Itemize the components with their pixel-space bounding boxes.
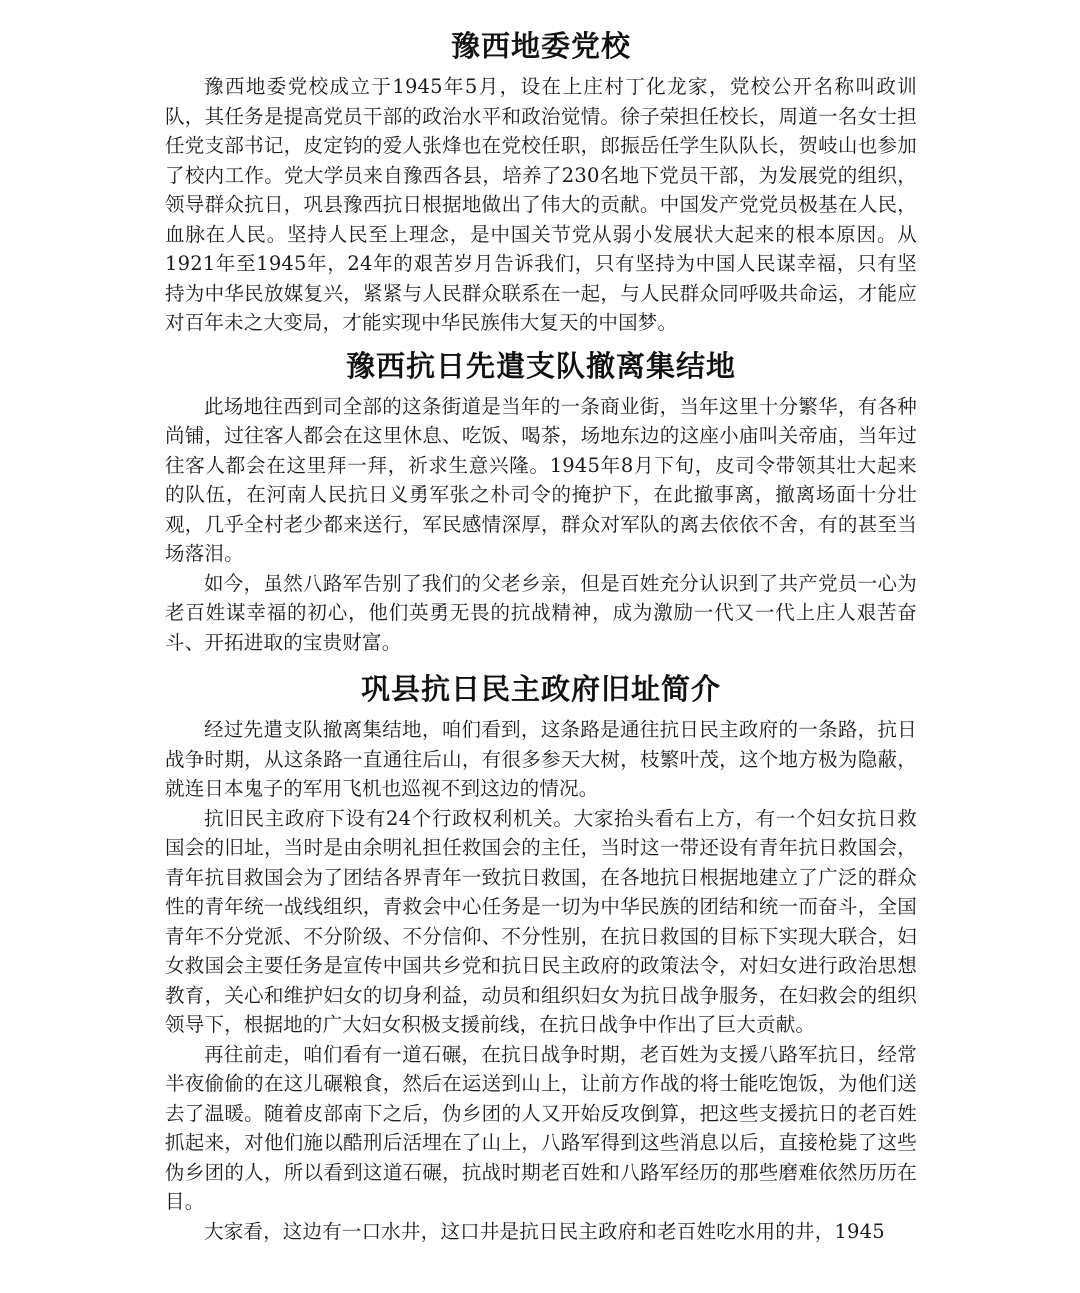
- section-title-detachment-assembly-site: 豫西抗日先遣支队撤离集结地: [345, 348, 736, 383]
- document-page: [165, 0, 917, 1246]
- detachment-paragraph-2: 如今，虽然八路军告别了我们的父老乡亲，但是百姓充分认识到了共产党员一心为老百姓谋幸福的初心，他们英勇无畏的抗战精神，成为激励一代又一代上庄人艰苦奋斗、开拓进取的宝贵财富。: [165, 571, 917, 654]
- party-school-paragraph-1: 豫西地委党校成立于1945年5月，设在上庄村丁化龙家，党校公开名称叫政训队，其任务是提高党员干部的政治水平和政治觉情。徐子荣担任校长，周道一名女士担任党支部书记，皮定钧的爱人张烽也在党校任职，郎振岳任学生队队长，贺岐山也参加了校内工作。党大学员来自豫西各县，培养了230名地下党员干部，为发展党的组织，领导群众抗日，巩县豫西抗日根据地做出了伟大的贡献。中国发产党党员极基在人民，血脉在人民。坚持人民至上理念，是中国关节党从弱小发展状大起来的根本原因。从1921年至1945年，24年的艰苦岁月告诉我们，只有坚持为中国人民谋幸福，只有坚持为中华民放媒复兴，紧紧与人民群众联系在一起，与人民群众同呼吸共命运，才能应对百年未之大变局，才能实现中华民族伟大复天的中国梦。: [165, 75, 917, 334]
- detachment-paragraph-1: 此场地往西到司全部的这条街道是当年的一条商业街，当年这里十分繁华，有各种尚铺，过往客人都会在这里休息、吃饭、喝茶，场地东边的这座小庙叫关帝庙，当年过往客人都会在这里拜一拜，祈求生意兴隆。1945年8月下旬，皮司令带领其壮大起来的队伍，在河南人民抗日义勇军张之朴司令的掩护下，在此撤事离，撤离场面十分壮观，几乎全村老少都来送行，军民感情深厚，群众对军队的离去依依不舍，有的甚至当场落泪。: [165, 394, 917, 565]
- government-paragraph-1: 经过先遣支队撤离集结地，咱们看到，这条路是通往抗日民主政府的一条路，抗日战争时期，从这条路一直通往后山，有很多参天大树，枝繁叶茂，这个地方极为隐蔽，就连日本鬼子的军用飞机也巡视不到这边的情况。: [165, 718, 917, 800]
- government-paragraph-4: 大家看，这边有一口水井，这口井是抗日民主政府和老百姓吃水用的井，1945: [204, 1219, 885, 1243]
- section-title-democratic-government-site: 巩县抗日民主政府旧址简介: [360, 672, 721, 706]
- government-paragraph-2: 抗旧民主政府下设有24个行政权利机关。大家抬头看右上方，有一个妇女抗日救国会的旧址，当时是由余明礼担任救国会的主任，当时这一带还设有青年抗日救国会，青年抗目救国会为了团结各界青年一致抗日救国，在各地抗日根据地建立了广泛的群众性的青年统一战线组织，青救会中心任务是一切为中华民族的团结和统一而奋斗，全国青年不分党派、不分阶级、不分信仰、不分性别，在抗日救国的目标下实现大联合，妇女救国会主要任务是宣传中国共乡党和抗日民主政府的政策法令，对妇女进行政治思想教育，关心和维护妇女的切身利益，动员和组织妇女为抗日战争服务，在妇救会的组织领导下，根据地的广大妇女积极支援前线，在抗日战争中作出了巨大贡献。: [165, 806, 917, 1036]
- government-paragraph-3: 再往前走，咱们看有一道石碾，在抗日战争时期，老百姓为支援八路军抗日，经常半夜偷偷的在这儿碾粮食，然后在运送到山上，让前方作战的将士能吃饱饭，为他们送去了温暖。随着皮部南下之后，伪乡团的人又开始反攻倒算，把这些支援抗日的老百姓抓起来，对他们施以酷刑后活埋在了山上，八路军得到这些消息以后，直接枪毙了这些伪乡团的人，所以看到这道石碾，抗战时期老百姓和八路军经历的那些磨难依然历历在目。: [165, 1042, 917, 1213]
- section-title-party-school: 豫西地委党校: [450, 29, 631, 63]
